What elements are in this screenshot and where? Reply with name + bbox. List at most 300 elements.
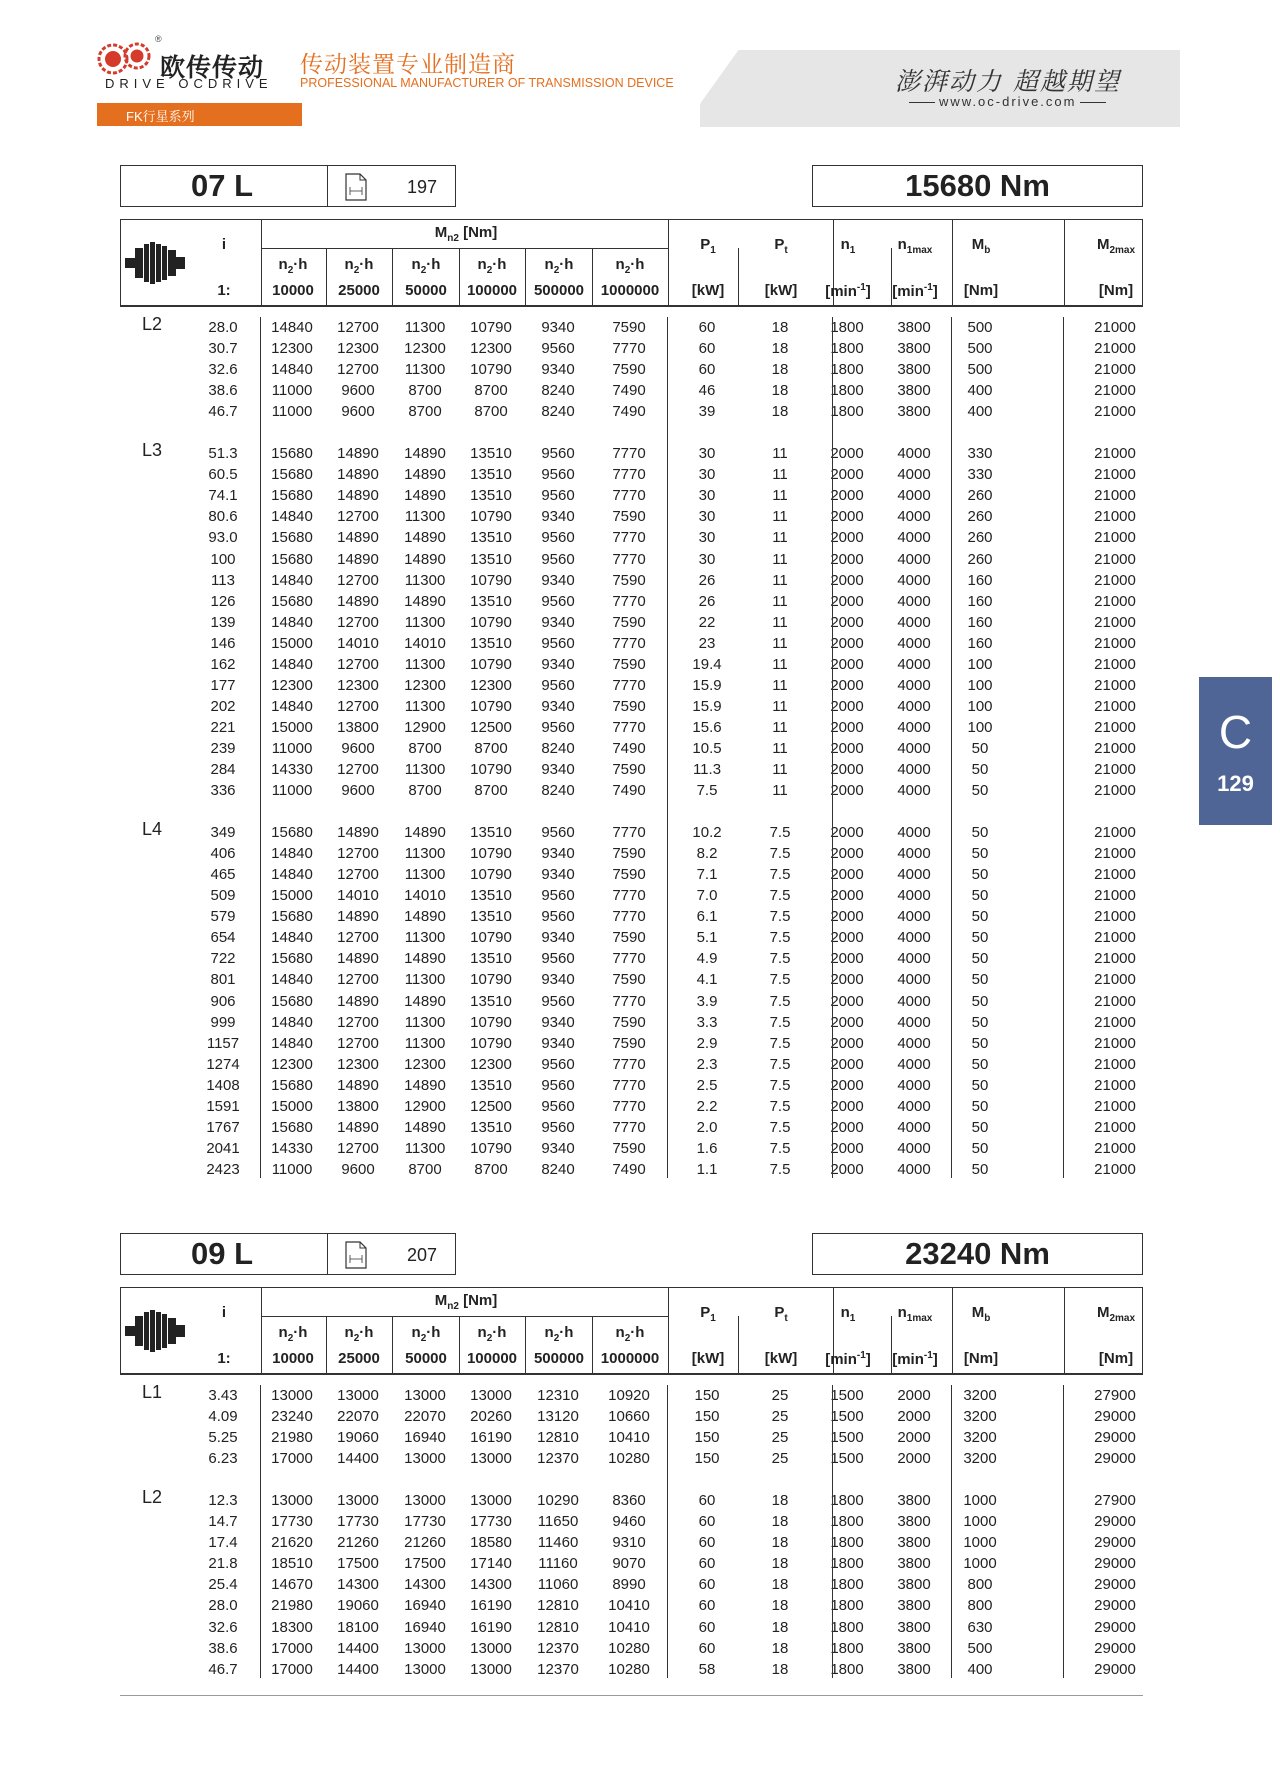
table-cell: 29000 bbox=[1094, 1639, 1136, 1657]
table-cell: 13510 bbox=[470, 550, 512, 568]
table-cell: 260 bbox=[967, 550, 993, 568]
table-row bbox=[120, 675, 1143, 696]
col-p1-header: $P_1$ bbox=[700, 236, 716, 256]
table-cell: 13000 bbox=[337, 1492, 379, 1510]
table-cell: 7590 bbox=[612, 929, 646, 947]
table-cell: 3.9 bbox=[696, 992, 718, 1010]
table-cell: 10790 bbox=[470, 971, 512, 989]
table-cell: 15.6 bbox=[692, 718, 722, 736]
table-cell: 50 bbox=[971, 929, 989, 947]
table-cell: 93.0 bbox=[208, 529, 238, 547]
table-cell: 80.6 bbox=[208, 508, 238, 526]
table-row bbox=[120, 822, 1143, 843]
table-cell: 11 bbox=[772, 697, 788, 715]
column-rule bbox=[667, 317, 668, 1178]
table-cell: 74.1 bbox=[208, 487, 238, 505]
table-cell: 12700 bbox=[337, 1034, 379, 1052]
table-cell: 19060 bbox=[337, 1597, 379, 1615]
table-cell: 260 bbox=[967, 529, 993, 547]
table-cell: 18510 bbox=[271, 1555, 313, 1573]
table-cell: 14300 bbox=[404, 1576, 446, 1594]
table-cell: 139 bbox=[210, 613, 236, 631]
table-cell: 2000 bbox=[830, 824, 864, 842]
gearbox-icon bbox=[125, 1308, 185, 1356]
table-cell: 10790 bbox=[470, 361, 512, 379]
table-cell: 7.5 bbox=[769, 929, 791, 947]
table-cell: 1.1 bbox=[696, 1160, 718, 1178]
table-cell: 2000 bbox=[897, 1408, 931, 1426]
table-cell: 7.5 bbox=[696, 782, 718, 800]
table-cell: 7490 bbox=[612, 1160, 646, 1178]
table-cell: 11300 bbox=[404, 319, 446, 336]
table-cell: 8700 bbox=[408, 1160, 442, 1178]
table-cell: 9340 bbox=[541, 845, 575, 863]
table-cell: 21260 bbox=[337, 1534, 379, 1552]
col-life-hours: 50000 bbox=[405, 282, 447, 299]
table-cell: 2000 bbox=[830, 445, 864, 463]
table-cell: 1800 bbox=[830, 1492, 864, 1510]
table-row bbox=[120, 991, 1143, 1012]
table-cell: 14010 bbox=[337, 634, 379, 652]
table-cell: 654 bbox=[210, 929, 236, 947]
table-cell: 7770 bbox=[612, 550, 646, 568]
table-cell: 21000 bbox=[1094, 550, 1136, 568]
table-cell: 2000 bbox=[830, 676, 864, 694]
table-row bbox=[120, 696, 1143, 717]
table-cell: 7590 bbox=[612, 319, 646, 336]
table-cell: 1800 bbox=[830, 1660, 864, 1678]
table-cell: 162 bbox=[210, 655, 236, 673]
col-life-hours: 500000 bbox=[533, 1350, 585, 1367]
table-cell: 13510 bbox=[470, 529, 512, 547]
table-cell: 12900 bbox=[404, 1097, 446, 1115]
table-cell: 11300 bbox=[404, 761, 446, 778]
table-cell: 1800 bbox=[830, 1534, 864, 1552]
table-cell: 50 bbox=[971, 887, 989, 905]
table-cell: 17.4 bbox=[208, 1534, 238, 1552]
table-cell: 14890 bbox=[404, 824, 446, 842]
column-rule bbox=[667, 1385, 668, 1678]
table-cell: 50 bbox=[971, 908, 989, 926]
table-cell: 11 bbox=[772, 739, 788, 757]
table-cell: 3800 bbox=[897, 1555, 931, 1573]
table-cell: 4000 bbox=[897, 592, 931, 610]
table-cell: 11 bbox=[772, 761, 788, 778]
table-cell: 9340 bbox=[541, 866, 575, 884]
table-cell: 22070 bbox=[337, 1408, 379, 1426]
table-cell: 400 bbox=[967, 1660, 993, 1678]
table-cell: 2000 bbox=[897, 1387, 931, 1404]
table-cell: 13510 bbox=[470, 592, 512, 610]
table-cell: 509 bbox=[210, 887, 236, 905]
table-cell: 8700 bbox=[408, 403, 442, 421]
col-life-hours: 10000 bbox=[272, 1350, 314, 1367]
table-cell: 22 bbox=[698, 613, 716, 631]
col-life-hours: 50000 bbox=[405, 1350, 447, 1367]
table-cell: 9560 bbox=[541, 466, 575, 484]
table-cell: 13000 bbox=[404, 1387, 446, 1404]
table-cell: 18 bbox=[771, 319, 789, 336]
brand-name-en: DRIVE OCDRIVE bbox=[105, 76, 273, 91]
table-cell: 12700 bbox=[337, 361, 379, 379]
brand-name-cn: 欧传传动 bbox=[160, 54, 265, 82]
table-cell: 12700 bbox=[337, 1139, 379, 1157]
table-cell: 7770 bbox=[612, 592, 646, 610]
table-cell: 13000 bbox=[404, 1639, 446, 1657]
table-cell: 14890 bbox=[337, 1118, 379, 1136]
col-pt-unit: [kW] bbox=[764, 282, 798, 299]
table-cell: 5.25 bbox=[208, 1429, 238, 1447]
table-cell: 60.5 bbox=[208, 466, 238, 484]
table-cell: 4000 bbox=[897, 866, 931, 884]
table-cell: 28.0 bbox=[208, 319, 238, 336]
table-cell: 14300 bbox=[337, 1576, 379, 1594]
table-cell: 1500 bbox=[830, 1387, 864, 1404]
table-cell: 16940 bbox=[404, 1429, 446, 1447]
table-cell: 4000 bbox=[897, 487, 931, 505]
website-url[interactable]: www.oc-drive.com bbox=[905, 94, 1110, 109]
col-life-symbol: $n_2\cdot h$ bbox=[544, 1324, 574, 1344]
table-cell: 579 bbox=[210, 908, 236, 926]
table-cell: 21000 bbox=[1094, 1055, 1136, 1073]
table-row bbox=[120, 485, 1143, 506]
table-cell: 30 bbox=[698, 466, 716, 484]
table-cell: 14840 bbox=[271, 1013, 313, 1031]
table-cell: 4000 bbox=[897, 1055, 931, 1073]
table-row bbox=[120, 527, 1143, 548]
table-cell: 500 bbox=[967, 340, 993, 358]
rated-torque-box bbox=[812, 1233, 1143, 1275]
header-rule bbox=[261, 248, 668, 249]
table-cell: 7590 bbox=[612, 1034, 646, 1052]
table-cell: 1800 bbox=[830, 319, 864, 336]
table-cell: 9560 bbox=[541, 1055, 575, 1073]
table-cell: 15680 bbox=[271, 529, 313, 547]
table-cell: 7770 bbox=[612, 529, 646, 547]
table-cell: 9560 bbox=[541, 992, 575, 1010]
table-cell: 21000 bbox=[1094, 1097, 1136, 1115]
table-cell: 11 bbox=[772, 529, 788, 547]
table-cell: 800 bbox=[967, 1576, 993, 1594]
table-cell: 10790 bbox=[470, 319, 512, 336]
table-cell: 30 bbox=[698, 529, 716, 547]
table-row bbox=[120, 401, 1143, 422]
table-cell: 7.5 bbox=[769, 845, 791, 863]
table-cell: 13000 bbox=[404, 1492, 446, 1510]
table-row bbox=[120, 927, 1143, 948]
table-row bbox=[120, 591, 1143, 612]
table-cell: 12900 bbox=[404, 718, 446, 736]
col-n1-unit: $[\min^{-1}]$ bbox=[825, 282, 871, 300]
table-cell: 1157 bbox=[206, 1034, 240, 1052]
table-cell: 14840 bbox=[271, 866, 313, 884]
table-cell: 3200 bbox=[963, 1408, 997, 1426]
col-n1max-unit: $[\min^{-1}]$ bbox=[892, 282, 938, 300]
document-icon[interactable] bbox=[345, 1241, 367, 1269]
table-cell: 14840 bbox=[271, 508, 313, 526]
series-label: FK行星系列 bbox=[126, 109, 195, 124]
table-cell: 18 bbox=[771, 1576, 789, 1594]
table-cell: 11 bbox=[772, 782, 788, 800]
table-cell: 21000 bbox=[1094, 971, 1136, 989]
table-cell: 10790 bbox=[470, 1034, 512, 1052]
table-cell: 19060 bbox=[337, 1429, 379, 1447]
table-cell: 2000 bbox=[830, 634, 864, 652]
table-cell: 9560 bbox=[541, 445, 575, 463]
table-cell: 29000 bbox=[1094, 1450, 1136, 1468]
table-cell: 18 bbox=[771, 382, 789, 400]
table-cell: 800 bbox=[967, 1597, 993, 1615]
table-cell: 50 bbox=[971, 1076, 989, 1094]
table-cell: 10790 bbox=[470, 508, 512, 526]
table-cell: 7490 bbox=[612, 739, 646, 757]
table-cell: 9560 bbox=[541, 824, 575, 842]
table-cell: 3800 bbox=[897, 1597, 931, 1615]
table-cell: 21000 bbox=[1094, 739, 1136, 757]
table-cell: 13510 bbox=[470, 908, 512, 926]
table-cell: 8700 bbox=[408, 739, 442, 757]
table-cell: 9600 bbox=[341, 403, 375, 421]
table-cell: 9340 bbox=[541, 761, 575, 778]
table-cell: 1408 bbox=[206, 1076, 240, 1094]
column-rule bbox=[260, 1385, 261, 1678]
table-cell: 15680 bbox=[271, 466, 313, 484]
table-cell: 7.5 bbox=[769, 887, 791, 905]
table-cell: 1767 bbox=[206, 1118, 240, 1136]
table-cell: 11460 bbox=[537, 1534, 579, 1552]
table-cell: 18 bbox=[771, 1618, 789, 1636]
table-cell: 260 bbox=[967, 487, 993, 505]
col-n1-header: $n_1$ bbox=[840, 236, 856, 256]
table-cell: 12370 bbox=[537, 1660, 579, 1678]
table-cell: 239 bbox=[210, 739, 236, 757]
table-cell: 28.0 bbox=[208, 1597, 238, 1615]
table-cell: 3.43 bbox=[208, 1387, 238, 1404]
table-cell: 1000 bbox=[963, 1534, 997, 1552]
table-cell: 7.5 bbox=[769, 1097, 791, 1115]
table-cell: 146 bbox=[210, 634, 236, 652]
table-cell: 2000 bbox=[897, 1429, 931, 1447]
table-cell: 29000 bbox=[1094, 1576, 1136, 1594]
col-n1-header: $n_1$ bbox=[840, 1304, 856, 1324]
table-cell: 15680 bbox=[271, 1076, 313, 1094]
table-cell: 3800 bbox=[897, 1639, 931, 1657]
table-cell: 10.5 bbox=[692, 739, 722, 757]
table-row bbox=[120, 1511, 1143, 1532]
table-cell: 21000 bbox=[1094, 487, 1136, 505]
table-cell: 32.6 bbox=[208, 361, 238, 379]
table-cell: 7.5 bbox=[769, 1118, 791, 1136]
table-cell: 4000 bbox=[897, 887, 931, 905]
col-life-hours: 10000 bbox=[272, 282, 314, 299]
table-cell: 50 bbox=[971, 1160, 989, 1178]
table-cell: 60 bbox=[698, 1534, 716, 1552]
table-cell: 3800 bbox=[897, 382, 931, 400]
table-row bbox=[120, 969, 1143, 990]
table-cell: 3800 bbox=[897, 1513, 931, 1531]
table-row bbox=[120, 1553, 1143, 1574]
table-cell: 14890 bbox=[337, 1076, 379, 1094]
table-cell: 9560 bbox=[541, 950, 575, 968]
table-cell: 29000 bbox=[1094, 1513, 1136, 1531]
table-cell: 4000 bbox=[897, 613, 931, 631]
table-cell: 50 bbox=[971, 1055, 989, 1073]
table-cell: 4000 bbox=[897, 445, 931, 463]
table-cell: 4000 bbox=[897, 845, 931, 863]
table-cell: 14890 bbox=[337, 992, 379, 1010]
table-cell: 1.6 bbox=[696, 1139, 718, 1157]
table-cell: 1800 bbox=[830, 1513, 864, 1531]
table-cell: 2000 bbox=[830, 950, 864, 968]
table-cell: 30 bbox=[698, 508, 716, 526]
table-cell: 50 bbox=[971, 1013, 989, 1031]
table-cell: 15.9 bbox=[692, 697, 722, 715]
table-cell: 1500 bbox=[830, 1450, 864, 1468]
table-cell: 11000 bbox=[271, 382, 313, 400]
table-cell: 14010 bbox=[337, 887, 379, 905]
dimension-page-ref[interactable]: 197 bbox=[407, 177, 438, 197]
table-cell: 7.5 bbox=[769, 950, 791, 968]
table-cell: 46.7 bbox=[208, 1660, 238, 1678]
table-cell: 12700 bbox=[337, 655, 379, 673]
col-mb-header: $M_b$ bbox=[971, 236, 991, 256]
table-row bbox=[120, 1075, 1143, 1096]
table-cell: 12700 bbox=[337, 845, 379, 863]
col-pt-header: $P_t$ bbox=[774, 236, 788, 256]
table-cell: 4.09 bbox=[208, 1408, 238, 1426]
table-cell: 500 bbox=[967, 1639, 993, 1657]
table-cell: 21000 bbox=[1094, 782, 1136, 800]
table-cell: 2000 bbox=[830, 1055, 864, 1073]
table-cell: 9560 bbox=[541, 634, 575, 652]
table-cell: 21000 bbox=[1094, 1034, 1136, 1052]
table-cell: 23 bbox=[698, 634, 716, 652]
table-cell: 14890 bbox=[404, 550, 446, 568]
table-cell: 11000 bbox=[271, 403, 313, 421]
table-cell: 23240 bbox=[271, 1408, 313, 1426]
table-cell: 14840 bbox=[271, 613, 313, 631]
table-cell: 400 bbox=[967, 403, 993, 421]
table-cell: 11300 bbox=[404, 571, 446, 589]
table-cell: 349 bbox=[210, 824, 236, 842]
table-cell: 7770 bbox=[612, 340, 646, 358]
column-rule bbox=[832, 1385, 833, 1678]
table-cell: 9340 bbox=[541, 929, 575, 947]
table-cell: 21000 bbox=[1094, 571, 1136, 589]
table-cell: 1800 bbox=[830, 361, 864, 379]
table-row bbox=[120, 1617, 1143, 1638]
table-cell: 8990 bbox=[612, 1576, 646, 1594]
table-cell: 2000 bbox=[830, 1034, 864, 1052]
table-cell: 336 bbox=[210, 782, 236, 800]
table-cell: 11 bbox=[772, 466, 788, 484]
table-cell: 160 bbox=[967, 592, 993, 610]
table-cell: 7770 bbox=[612, 445, 646, 463]
table-cell: 10790 bbox=[470, 845, 512, 863]
table-cell: 21000 bbox=[1094, 1160, 1136, 1178]
table-cell: 14400 bbox=[337, 1639, 379, 1657]
col-output-torque-header: $M_{n2}$ [Nm] bbox=[434, 1292, 498, 1312]
table-cell: 17140 bbox=[470, 1555, 512, 1573]
document-icon[interactable] bbox=[345, 173, 367, 201]
table-cell: 17000 bbox=[271, 1450, 313, 1468]
table-cell: 29000 bbox=[1094, 1408, 1136, 1426]
table-cell: 17730 bbox=[404, 1513, 446, 1531]
table-cell: 7590 bbox=[612, 1013, 646, 1031]
table-cell: 9340 bbox=[541, 571, 575, 589]
table-cell: 11000 bbox=[271, 782, 313, 800]
col-life-symbol: $n_2\cdot h$ bbox=[615, 256, 645, 276]
table-cell: 11300 bbox=[404, 866, 446, 884]
table-cell: 7.0 bbox=[696, 887, 718, 905]
table-cell: 50 bbox=[971, 1139, 989, 1157]
table-cell: 14890 bbox=[404, 1076, 446, 1094]
table-cell: 8240 bbox=[541, 382, 575, 400]
table-cell: 27900 bbox=[1094, 1387, 1136, 1404]
table-cell: 100 bbox=[967, 697, 993, 715]
table-cell: 21000 bbox=[1094, 676, 1136, 694]
table-cell: 2000 bbox=[830, 487, 864, 505]
table-cell: 4000 bbox=[897, 1013, 931, 1031]
table-cell: 60 bbox=[698, 319, 716, 336]
table-cell: 630 bbox=[967, 1618, 993, 1636]
table-cell: 16940 bbox=[404, 1597, 446, 1615]
table-cell: 14890 bbox=[337, 950, 379, 968]
table-cell: 7590 bbox=[612, 761, 646, 778]
table-cell: 10290 bbox=[537, 1492, 579, 1510]
table-cell: 1000 bbox=[963, 1513, 997, 1531]
col-m2max-header: $M_{2max}$ bbox=[1096, 1304, 1136, 1324]
table-cell: 9560 bbox=[541, 887, 575, 905]
table-cell: 4000 bbox=[897, 1160, 931, 1178]
table-cell: 722 bbox=[210, 950, 236, 968]
table-cell: 12700 bbox=[337, 971, 379, 989]
table-cell: 18 bbox=[771, 1534, 789, 1552]
table-cell: 14890 bbox=[404, 908, 446, 926]
table-cell: 7.5 bbox=[769, 1076, 791, 1094]
table-header bbox=[120, 1287, 1143, 1375]
table-cell: 4.1 bbox=[696, 971, 718, 989]
table-cell: 465 bbox=[210, 866, 236, 884]
col-life-symbol: $n_2\cdot h$ bbox=[344, 256, 374, 276]
table-cell: 60 bbox=[698, 1513, 716, 1531]
table-cell: 7.5 bbox=[769, 1055, 791, 1073]
col-life-symbol: $n_2\cdot h$ bbox=[615, 1324, 645, 1344]
table-cell: 4000 bbox=[897, 676, 931, 694]
table-cell: 13000 bbox=[470, 1660, 512, 1678]
table-cell: 11300 bbox=[404, 655, 446, 673]
table-cell: 8240 bbox=[541, 403, 575, 421]
table-cell: 50 bbox=[971, 992, 989, 1010]
table-cell: 7590 bbox=[612, 361, 646, 379]
table-cell: 14840 bbox=[271, 319, 313, 336]
table-cell: 2000 bbox=[830, 887, 864, 905]
table-cell: 32.6 bbox=[208, 1618, 238, 1636]
table-cell: 21000 bbox=[1094, 655, 1136, 673]
table-cell: 2000 bbox=[830, 550, 864, 568]
table-cell: 4000 bbox=[897, 782, 931, 800]
table-cell: 50 bbox=[971, 761, 989, 778]
section-tab[interactable] bbox=[1199, 677, 1272, 825]
table-cell: 202 bbox=[210, 697, 236, 715]
table-cell: 7770 bbox=[612, 1055, 646, 1073]
col-life-symbol: $n_2\cdot h$ bbox=[344, 1324, 374, 1344]
dimension-page-ref[interactable]: 207 bbox=[407, 1245, 438, 1265]
table-cell: 3800 bbox=[897, 319, 931, 336]
table-cell: 10790 bbox=[470, 1013, 512, 1031]
table-cell: 15000 bbox=[271, 634, 313, 652]
table-cell: 21980 bbox=[271, 1597, 313, 1615]
